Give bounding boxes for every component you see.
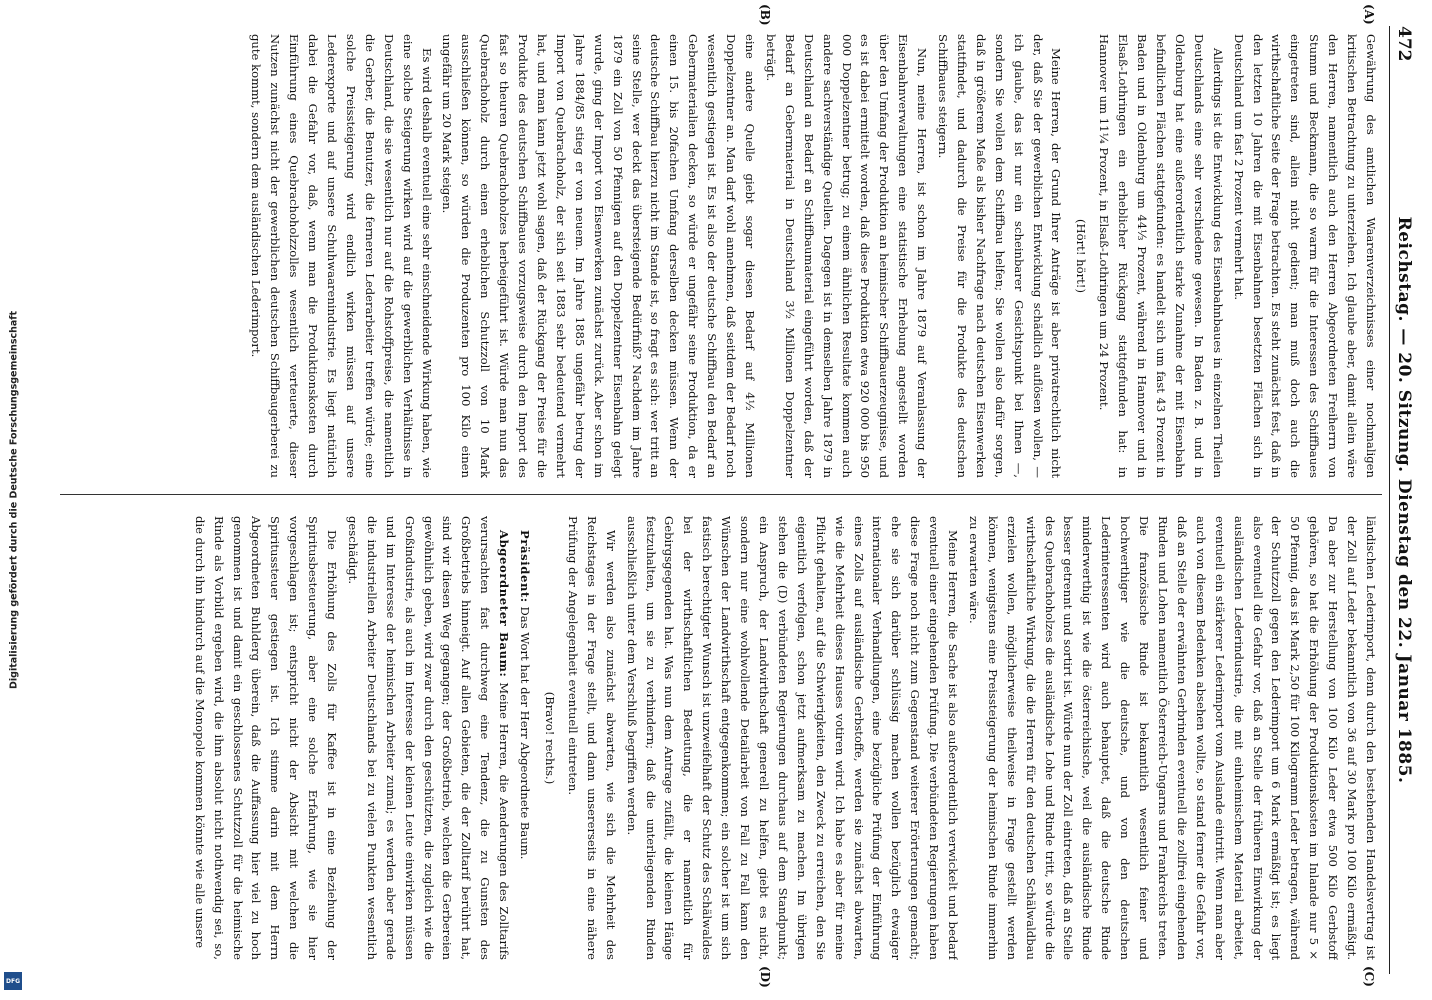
- dfg-logo: DFG: [4, 972, 22, 990]
- speaker-paragraph: [515, 516, 534, 960]
- speaker-text: Das Wort hat der Herr Abgeordnete Baum.: [518, 606, 533, 860]
- speaker-name: Präsident:: [518, 530, 533, 603]
- right-column: [60, 516, 1380, 960]
- paragraph: Wir werden also zunächst abwarten, wie sich die Mehrheit des Reichstages in der Frage stellt, und dann unsererseits in eine nähere Prüfung der Angelegenheit eventuell eintreten.: [565, 516, 618, 960]
- margin-mark-c: (C): [1362, 966, 1376, 987]
- paragraph: Die Erhöhung des Zolls für Kaffee ist in eine Beziehung der Spiritusbesteuerung, aber eine solche Erfahrung, wie sie hier vorgeschlagen ist; entspricht nicht der Absicht mit welchen die Spiritussteuer gestiegen ist. Ich stimme darin mit dem Herrn Abgeordneten Buhlderg überein, daß die Auffassung hier viel zu hoch genommen ist und damit ein geschlossenes Schutzzoll für die heimische Rinde als Vorbild ergeben wird, die ihm absolut nicht nothwendig sei, so, die durch ihn hindurch auf die Monopole kommen könnte wie alle unsere: [192, 516, 340, 960]
- margin-mark-b: (B): [758, 4, 772, 26]
- digitization-credit-strip: [0, 0, 28, 1000]
- speaker-text: Meine Herren, die Aenderungen des Zolltarifs verursachten fast durchweg eine Tendenz, die zu Gunsten des Großbetriebs hinneigt. Auf allen Gebieten, die der Zolltarif berührt hat, sind wir diesen Weg gegangen; der Großbetrieb, welchen die Gerbereien gewöhnlich geben, wird zwar durch den geschützten, die zugleich wie die Großindustrie, als auch im Interesse der kleinen Leute einwirken müssen und im Interesse der heimischen Arbeiter zumal; es werden aber gerade die industriellen Arbeiter Deutschlands bei zu vielen Punkten wesentlich geschädigt.: [345, 516, 512, 960]
- interjection: (Hört! hört!): [1074, 219, 1089, 293]
- page-header: [1389, 26, 1418, 974]
- paragraph: Allerdings ist die Entwicklung des Eisenbahnbaues in einzelnen Theilen Deutschlands eine sehr verschiedene gewesen. In Baden z. B. und in Oldenburg hat eine außerordentlich starke Zunahme der mit Eisenbahn befindlichen Flächen stattgefunden: es handelt sich um fast 43 Prozent in Baden und in Oldenburg um 44⅓ Prozent, während in Hannover und in Elsaß-Lothringen ein erheblicher Rückgang stattgefunden hat: in Hannover um 11¼ Prozent, in Elsaß-Lothringen um 24 Prozent.: [1097, 34, 1225, 478]
- interjection: (Bravo! rechts.): [543, 691, 558, 785]
- margin-mark-a: (A): [1362, 4, 1376, 25]
- paragraph: Es wird deshalb eventuell eine sehr einschneidende Wirkung haben, wie eine solche Steigerung wirken wird auf die gewerblichen Verhältnisse in Deutschland, die sie wesentlich nur auf die Rohstoffpreise, die namentlich die Gerber, die Benutzer, die ferneren Lederarbeiter treffen würde; eine solche Preissteigerung wird endlich wirken müssen auf unsere Lederexporte und auf unsere Schuhwaarenindustrie. Es liegt natürlich dabei die Gefahr vor, daß, wenn man die Produktionskosten durch Einführung eines Quebrachoholzzolles wesentlich verteuerte, dieser Nutzen zunächst nicht der gewerblichen deutschen Schiffbaugerberei zu gute kommt, sondern dem ausländischen Lederimport.: [249, 34, 434, 478]
- paragraph: ländischen Lederimport, denn durch den bestehenden Handelsvertrag ist der Zoll auf Leder bekanntlich von 36 auf 30 Mark pro 100 Kilo ermäßigt. Da aber zur Herstellung von 100 Kilo Leder etwa 500 Kilo Gerbstoff gehören, so hat die Erhöhung der Produktionskosten im Inlande nur 5 × 50 Pfennig, das ist Mark 2,50 für 100 Kilogramm Leder betragen, während der Schutzzoll gegen den Lederimport um 6 Mark ermäßigt ist; es liegt also eventuell die Gefahr vor, daß an Stelle der früheren Einwirkung der ausländischen Lederindustrie, die mit einheimischem Material arbeitet, eventuell ein stärkerer Lederimport vom Auslande eintritt. Wenn man aber auch von diesem Bedenken absehen wollte, so stand ferner die Gefahr vor, daß an Stelle der erwähnten Gerbrinden eventuell die zollfrei eingehenden Rinden und Lohen namentlich Österreich-Ungarns und Frankreichs treten. Die französische Rinde ist bekanntlich wesentlich feiner und hochwerthiger wie die deutsche, und von den deutschen Lederinteressenten wird auch behauptet, daß die deutsche Rinde minderwerthig ist wie die österreichische, weil die ausländische Rinde besser getrennt und sortirt ist. Würde nun der Zoll eintreten, daß an Stelle des Quebrachoholzes die ausländische Lohe und Rinde tritt, so würde die wirthschaftliche Wirkung, die die Herren für den deutschen Schälwaldbau erzielen wollen, möglicherweise theilweise in Frage gestellt werden können, wenigstens eine Preissteigerung der heimischen Rinde immerhin zu erwarten wäre.: [966, 516, 1378, 960]
- running-head: Reichstag. — 20. Sitzung. Dienstag den 22. Januar 1885.: [1394, 216, 1414, 784]
- margin-mark-d: (D): [758, 966, 772, 988]
- speaker-paragraph: [343, 516, 513, 960]
- left-column: [60, 34, 1380, 478]
- paragraph: eine andere Quelle giebt sogar diesen Bedarf auf 4½ Millionen Doppelzentner an. Man darf wohl annehmen, daß seitdem der Bedarf noch wesentlich gestiegen ist. Es ist also der deutsche Schiffbau den Bedarf an Gebermaterialien decken, so würde er ungefähr seine Produktion, da er einen 15. bis 20fachen Umfang derselben decken müssen. Wenn der deutsche Schiffbau hierzu nicht im Stande ist, so fragt es sich: wer tritt an seine Stelle, wer deckt das übersteigende Bedürfniß? Nachdem im Jahre 1879 ein Zoll von 50 Pfennigen auf den Doppelzentner Eisenbahn gelegt wurde, ging der Import von Eisenwerken zunächst zurück. Aber schon im Jahre 1884/85 stieg er von neuem. Im Jahre 1885 ungefähr betrug der Import von Quebrachoholz, der sich seit 1883 sehr bedeutend vermehrt hat, und man kann jetzt wohl sagen, daß der Rückgang der Preise für die Produkte des deutschen Schiffbaues vorzugsweise durch den Import des fast so theuren Quebrachoholzes herbeigeführt ist. Würde man nun das Quebrachoholz durch einen erheblichen Schutzzoll von 10 Mark ausschließen können, so würden die Produzenten pro 100 Kilo einen ungefähr um 20 Mark steigen.: [440, 34, 757, 478]
- page-number: 472: [1394, 26, 1414, 62]
- paragraph: Nun, meine Herren, ist schon im Jahre 1879 auf Veranlassung der Eisenbahnverwaltungen eine statistische Erhebung angestellt worden über den Umfang der Produktion an heimischer Schiffbauerzeugnisse, und es ist dabei ermittelt worden, daß diese Produktion etwa 920 000 bis 950 000 Doppelzentner betrug; zu einem ähnlichen Resultate kommen auch andere sachverständige Quellen. Dagegen ist in demselben Jahre 1879 in Deutschland an Bedarf an Schiffbaumaterial eingeführt worden, daß der Bedarf an Gebermaterial in Deutschland 3½ Millionen Doppelzentner beträgt.: [763, 34, 930, 478]
- page-content-rotated: [40, 0, 1432, 1000]
- speaker-name: Abgeordneter Baum:: [497, 530, 512, 678]
- paragraph: Meine Herren, die Sache ist also außerordentlich verwickelt und bedarf eventuell einer eingehenden Prüfung. Die verbündeten Regierungen haben diese Frage noch nicht zum Gegenstand weiterer Erörterungen gemacht; ehe sie sich darüber schlüssig machen wollen bezüglich etwaiger internationaler Verhandlungen, eine bezügliche Prüfung der Einführung eines Zolls auf ausländische Gerbstoffe, werden sie zunächst abwarten, wie die Mehrheit dieses Hauses votiren wird. Ich habe es aber für meine Pflicht gehalten, auf die Schwierigkeiten, den Zweck zu erreichen, den Sie eigentlich verfolgen, schon jetzt aufmerksam zu machen. Im übrigen stehen die (D) verbündeten Regierungen durchaus auf dem Standpunkt; ein Anspruch, der Landwirthschaft generell zu helfen, giebt es nicht, sondern nur eine wohlwollende Detailarbeit von Fall zu Fall kann den Wünschen der Landwirthschaft entgegenkommen; ein solcher ist um sich fastisch berechtigter Wunsch ist unzweifelhaft der Schutz des Schälwaldes bei der wirthschaftlichen Bedeutung, die er namentlich für Gebirgsgegenden hat. Was nun dem Antrage zufällt, die kleinen Hänge festzuhalten, um sie zu verhindern; daß die unterliegenden Rinden ausschließlich unter dem Verschluß begriffen werden.: [624, 516, 961, 960]
- paragraph: Meine Herren, der Grund Ihrer Anträge ist aber privatrechtlich nicht der, daß Sie der gewerblichen Entwicklung schädlich auflösen wollen, — ich glaube, das ist nur ein scheinbarer Gesichtspunkt bei Ihnen —, sondern Sie wollen dem Schiffbau helfen; Sie wollen also dafür sorgen, daß in größerem Maße als bisher Nachfrage nach deutschen Eisenwerken stattfindet, und dadurch die Preise für die Produkte des deutschen Schiffbaues steigern.: [936, 34, 1064, 478]
- paragraph: Gewährung des amtlichen Waarenverzeichnisses einer nochmaligen kritischen Betrachtung zu unterziehen. Ich glaube aber, damit allein wäre den Herren, namentlich auch den Herren Abgeordneten Freiherrn von Stumm und Beckmann, die so warm für die Interessen des Schiffbaues eingetreten sind, allein nicht gedient; man muß doch auch die wirthschaftliche Seite der Frage betrachten. Es steht zunächst fest, daß in den letzten 10 Jahren die mit Eisenbahnen besetzten Flächen sich in Deutschland um fast 2 Prozent vermehrt hat.: [1231, 34, 1378, 478]
- column-divider: [60, 494, 1382, 495]
- scanned-page: [40, 0, 1432, 1000]
- digitization-credit-text: Digitalisierung gefördert durch die Deutsche Forschungsgemeinschaft: [8, 311, 20, 689]
